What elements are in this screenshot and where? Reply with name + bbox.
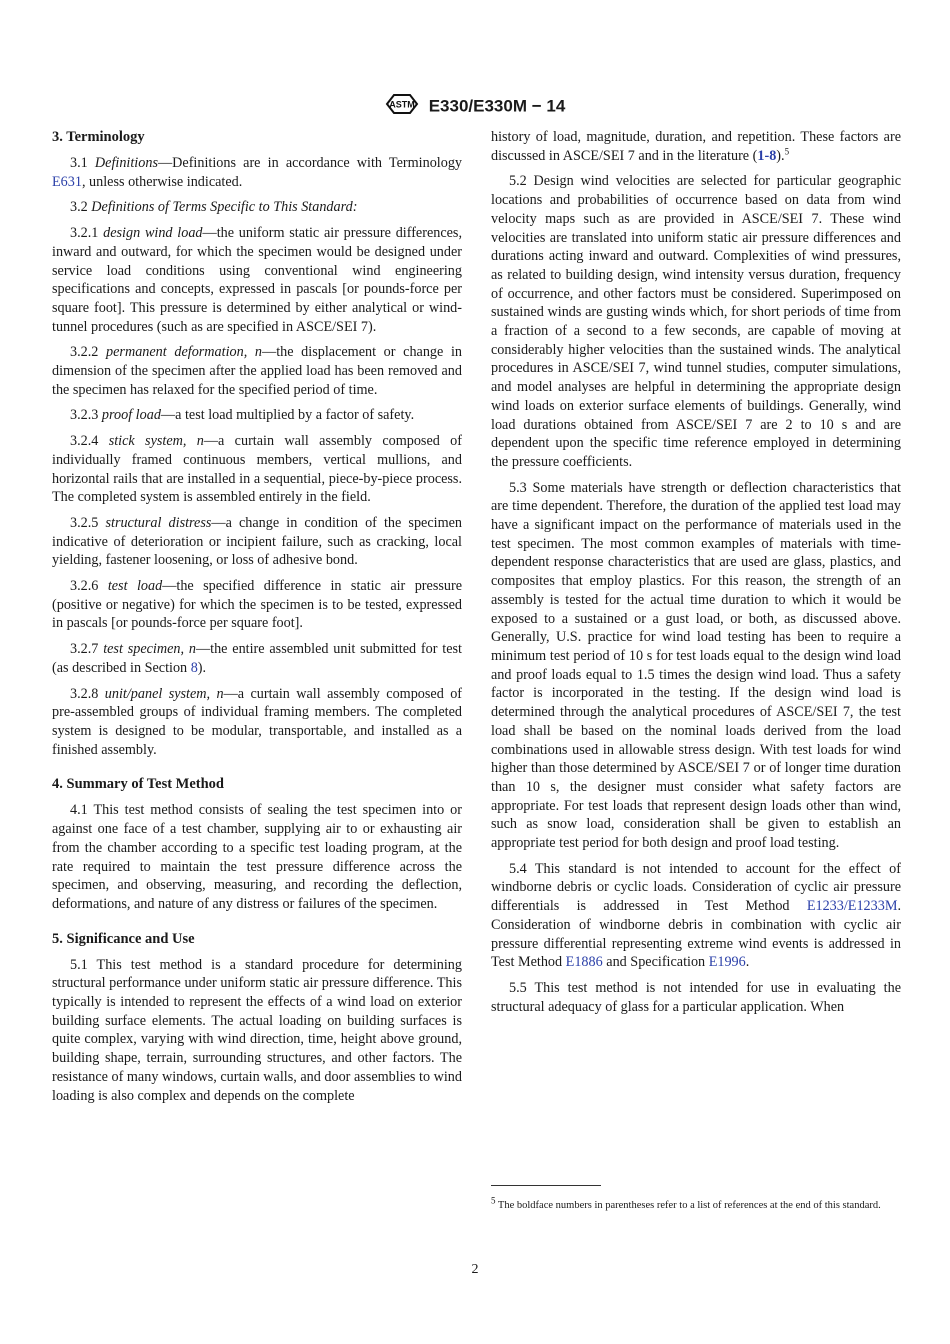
para-3-2-5: 3.2.5 structural distress—a change in condition of the specimen indicative of deterioration or incipient failure, such as cracking, local yielding, fastener loosening, or loss of adhesive bond. xyxy=(52,514,463,569)
footnote: $^5$ The boldface numbers in parentheses refer to a list of references at the end of this standard. xyxy=(491,1195,881,1211)
para-3-2-7: 3.2.7 test specimen, n—the entire assembled unit submitted for test (as described in Section 8). xyxy=(52,641,462,676)
right-column xyxy=(491,128,901,1023)
para-3-2-4: 3.2.4 stick system, n—a curtain wall assembly composed of individually framed continuous members, vertical mullions, and horizontal rails that are installed in a sequential, piece-by-piece process. The completed system is assembled entirely in the field. xyxy=(52,433,462,506)
page-number: 2 xyxy=(471,1262,479,1277)
left-column xyxy=(52,128,462,1112)
para-3-1: 3.1 Definitions—Definitions are in accordance with Terminology E631, unless otherwise indicated. xyxy=(52,155,463,190)
section-5-heading: 5. Significance and Use xyxy=(52,930,195,947)
para-3-2-2: 3.2.2 permanent deformation, n—the displacement or change in dimension of the specimen after the applied load has been removed and the specimen has relaxed for the specified period of time. xyxy=(52,344,463,398)
footnote-marker[interactable]: 5 xyxy=(784,145,790,156)
link-e1996[interactable]: E1996 xyxy=(708,954,746,971)
para-3-2-3: 3.2.3 proof load—a test load multiplied by a factor of safety. xyxy=(70,407,415,424)
para-4-1: 4.1 This test method consists of sealing the test specimen into or against one face of a test chamber, supplying air to or exhausting air from the chamber according to a specific test loading program, at the rate required to maintain the test pressure difference across the specimen, and observing, measuring, and recording the deflection, deformations, and nature of any distress or failures of the specimen. xyxy=(52,802,462,912)
para-5-5: 5.5 This test method is not intended for use in evaluating the structural adequacy of glass for a particular application. When xyxy=(491,979,901,1015)
section-3-heading: 3. Terminology xyxy=(52,129,145,145)
link-e1886[interactable]: E1886 xyxy=(565,954,603,971)
para-5-2: 5.2 Design wind velocities are selected for particular geographic locations and probabilities of occurrence based on data from wind velocity maps such as are provided in ASCE/SEI 7. These wind velocities are translated into uniform static air pressure differences and durations acting inward and outward. Complexities of wind pressures, as related to building design, wind intensity versus duration, frequency of occurrence, and other factors must be considered. Superimposed on sustained winds are gusting winds which, for short periods of time from a fraction of a second to a few seconds, are capable of moving at considerably higher velocities than the sustained winds. The analytical procedures in ASCE/SEI 7, wind tunnel studies, computer simulations, and model analyses are helpful in determining the appropriate design wind loads on exterior surface elements of buildings. Generally, wind load durations obtained from ASCE/SEI 7 are 2 to 10 s and are dependent upon the specific time reference employed in determining the pressure coefficients. xyxy=(491,173,901,470)
para-3-2-6: 3.2.6 test load—the specified difference in static air pressure (positive or negative) for which the specimen is to be tested, expressed in pascals [or pounds-force per square foot]. xyxy=(52,578,462,632)
link-e1233[interactable]: E1233/E1233M xyxy=(806,898,898,915)
astm-logo-icon xyxy=(385,92,419,121)
para-5-1-continued: history of load, magnitude, duration, and repetition. These factors are discussed in ASCE/SEI 7 and in the literature (1-8).$^5$ xyxy=(491,129,901,164)
reference-1-8[interactable]: 1-8 xyxy=(757,147,777,164)
link-section-8[interactable]: 8 xyxy=(190,659,198,676)
standard-designation: E330/E330M − 14 xyxy=(428,96,566,116)
footnote-rule xyxy=(491,1185,601,1186)
svg-text:ASTM: ASTM xyxy=(388,99,415,110)
para-5-4: 5.4 This standard is not intended to account for the effect of windborne debris or cyclic loads. Consideration of cyclic air pressure differentials is addressed in Test Method E1233/E1233M. Consideration of windborne debris in combination with cyclic air pressure differential representing extreme wind events is addressed in Test Method E1886 and Specification E1996. xyxy=(491,860,901,971)
para-3-2-1: 3.2.1 design wind load—the uniform static air pressure differences, inward and outward, for which the specimen would be designed under service load conditions using conventional wind engineering specifications and concepts, expressed in pascals [or pounds-force per square foot]. This pressure is determined by either analytical or wind-tunnel procedures (such as are specified in ASCE/SEI 7). xyxy=(52,225,463,335)
para-3-2: 3.2 Definitions of Terms Specific to This Standard: xyxy=(70,199,358,216)
page-header xyxy=(0,92,950,121)
link-e631[interactable]: E631 xyxy=(52,173,82,190)
para-3-2-8: 3.2.8 unit/panel system, n—a curtain wall assembly composed of pre-assembled groups of individual framing members. The completed system is designed to be modular, transportable, and installed as a finished assembly. xyxy=(52,685,463,758)
para-5-1: 5.1 This test method is a standard procedure for determining structural performance under uniform static air pressure difference. This typically is intended to represent the effects of a wind load on exterior building surface elements. The actual loading on building surfaces is quite complex, varying with wind direction, time, height above ground, building shape, terrain, surrounding structures, and other factors. The resistance of many windows, curtain walls, and door assemblies to wind loading is also complex and depends on the complete xyxy=(52,956,462,1104)
para-5-3: 5.3 Some materials have strength or deflection characteristics that are time dependent. Therefore, the duration of the applied test load may have a significant impact on the performance of materials used in the test specimen. The most common examples of materials with time-dependent response characteristics that are used are glass, plastics, and composites that employ plastics. For this reason, the strength of an assembly is tested for the actual time duration to which it would be exposed to a sustained or a gust load, or both, as discussed above. Generally, U.S. practice for wind load testing has been to require a minimum test period of 10 s for test loads equal to the design wind load and proof loads equal to 1.5 times the design wind load. Thus a safety factor is incorporated in the testing. If the design wind load is determined through the analytical procedures of ASCE/SEI 7, the test load shall be based on the nominal loads derived from the load combinations used in allowable stress design. With test loads for wind higher than those determined by ASCE/SEI 7 or of longer time duration than 10 s, the designer must consider what safety factors are appropriate. For test loads that represent design loads other than wind, such as snow load, consideration shall be given to establish an appropriate test period for both design and proof load testing. xyxy=(491,479,901,852)
section-4-heading: 4. Summary of Test Method xyxy=(52,776,224,793)
